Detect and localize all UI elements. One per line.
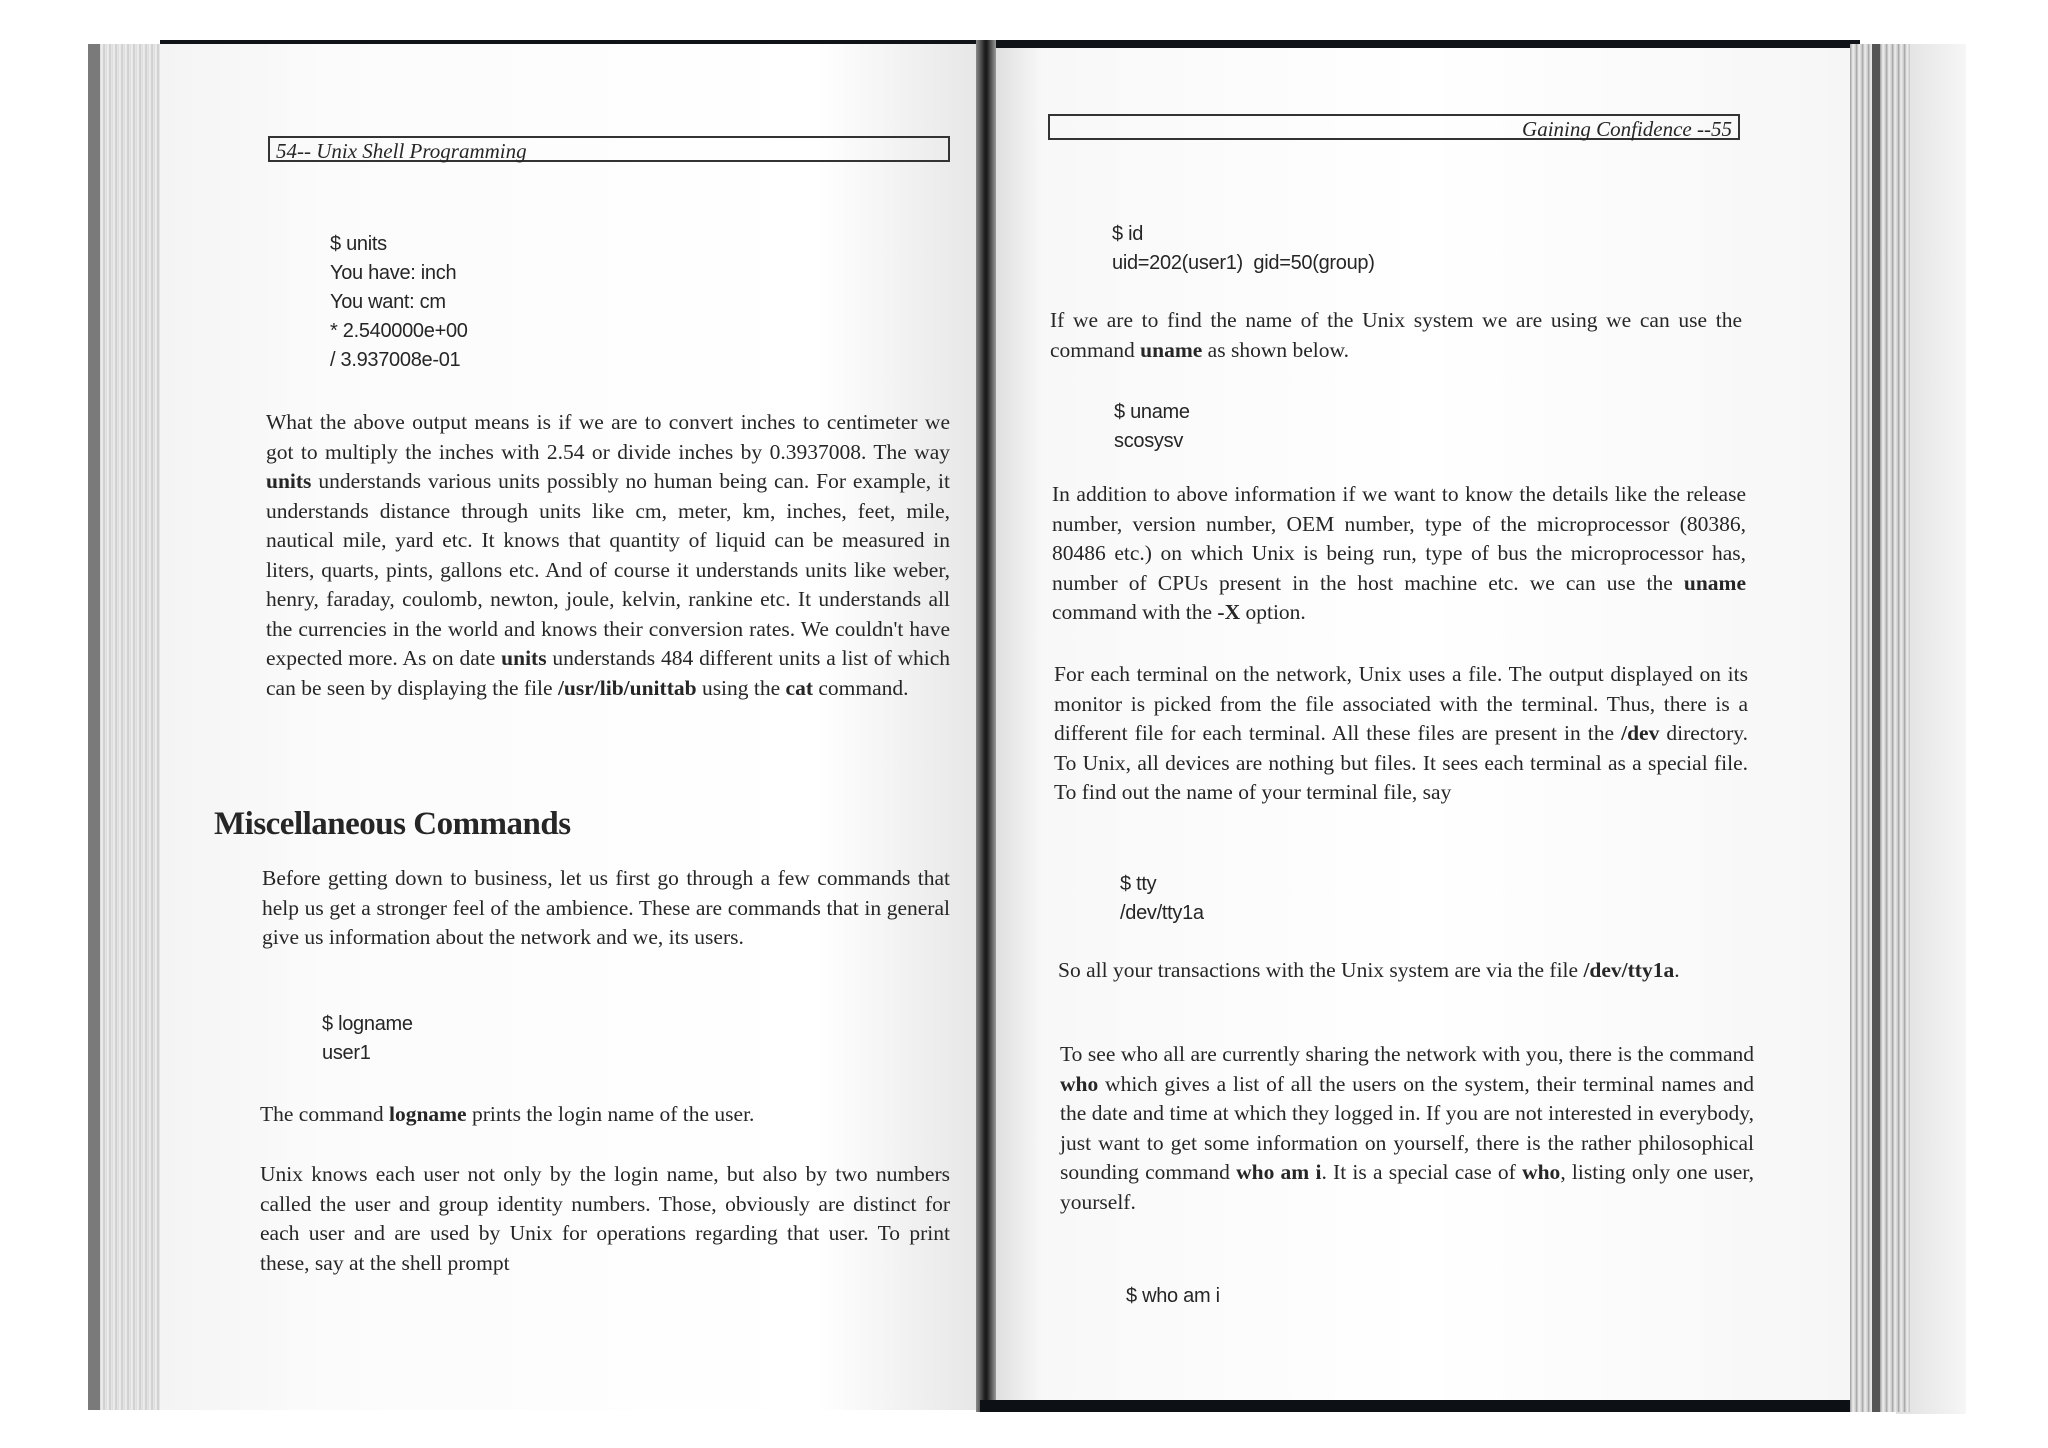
text-run: understands 484 different units a list of which can be seen by displaying the file <box>266 646 950 700</box>
left-cover-edge <box>88 44 100 1410</box>
right-running-header <box>1048 114 1740 140</box>
tty-code-example <box>1120 870 1204 928</box>
paragraph-units <box>266 408 950 703</box>
section-heading: Miscellaneous Commands <box>214 806 571 842</box>
text-run: What the above output means is if we are to convert inches to centimeter we got to multiply the inches with 2.54 or divide inches by 0.3937008. The way <box>266 410 950 464</box>
bold-run: units <box>501 646 547 670</box>
code-line: $ who am i <box>1126 1285 1220 1307</box>
text-run: prints the login name of the user. <box>466 1102 755 1126</box>
left-page-edges <box>88 44 168 1410</box>
code-line: scosysv <box>1114 430 1184 452</box>
logname-code-example <box>322 1010 413 1068</box>
code-line: $ units <box>330 233 387 255</box>
bold-run: who <box>1060 1071 1099 1096</box>
bold-run: units <box>266 469 312 493</box>
bottom-shadow <box>980 1400 1880 1412</box>
paragraph-uname <box>1050 306 1742 365</box>
bold-run: /dev/tty1a <box>1583 958 1675 982</box>
id-code-example <box>1112 220 1375 278</box>
text-run: understands various units possibly no human being can. For example, it understands distance through units like cm, meter, km, inches, feet, mile, nautical mile, yard etc. It knows that quantity of liquid can be measured in liters, quarts, pints, gallons etc. And of course it understands units like weber, henry, faraday, coulomb, newton, joule, kelvin, rankine etc. It understands all the currencies in the world and knows their conversion rates. We couldn't have expected more. As on date <box>266 469 950 670</box>
bold-run: cat <box>785 675 813 700</box>
paragraph-tty <box>1058 956 1750 986</box>
bold-run: /dev <box>1621 721 1660 745</box>
units-code-example <box>330 230 468 375</box>
bold-run: who <box>1522 1160 1561 1184</box>
whoami-code-example <box>1126 1282 1220 1311</box>
uname-code-example <box>1114 398 1190 456</box>
text-run: which gives a list of all the users on the system, their terminal names and the date and time at which they logged in. If you are not interested in everybody, just want to get some information on yourself, there is the rather philosophical sounding command <box>1060 1071 1754 1184</box>
text-run: So all your transactions with the Unix system are via the file <box>1058 958 1584 982</box>
code-line: You have: inch <box>330 262 457 284</box>
text-run: command. <box>813 675 909 700</box>
code-line: / 3.937008e-01 <box>330 349 461 371</box>
text-run: To see who all are currently sharing the network with you, there is the command <box>1060 1042 1754 1066</box>
text-run: In addition to above information if we want to know the details like the release number, version number, OEM number, type of the microprocessor (80386, 80486 etc.) on which Unix is being run, type of bus the microprocessor has, number of CPUs present in the host machine etc. we can use the <box>1052 482 1746 595</box>
paragraph-who <box>1060 1040 1754 1217</box>
bold-run: uname <box>1140 337 1203 362</box>
code-line: $ id <box>1112 223 1144 245</box>
text-run: The command <box>260 1102 389 1126</box>
code-line: $ uname <box>1114 401 1190 423</box>
code-line: user1 <box>322 1042 371 1064</box>
code-line: /dev/tty1a <box>1120 902 1204 924</box>
text-run: If we are to find the name of the Unix system we are using we can use the command <box>1050 308 1742 362</box>
paragraph-ids: Unix knows each user not only by the login name, but also by two numbers called the user and group identity numbers. Those, obviously are distinct for each user and are used by Unix for operations regarding that user. To print these, say at the shell prompt <box>260 1162 950 1275</box>
bold-run: /usr/lib/unittab <box>557 675 697 700</box>
bold-run: logname <box>388 1102 467 1126</box>
paragraph-uname-x <box>1052 480 1746 628</box>
code-line: $ logname <box>322 1013 413 1035</box>
bold-run: uname <box>1683 570 1746 595</box>
left-header-text: 54-- Unix Shell Programming <box>276 139 527 163</box>
text-run: , listing only one user, yourself. <box>1060 1160 1754 1214</box>
code-line: uid=202(user1) gid=50(group) <box>1112 252 1375 274</box>
text-run: . It is a special case of <box>1321 1160 1523 1184</box>
code-line: $ tty <box>1120 873 1157 895</box>
code-line: You want: cm <box>330 291 446 313</box>
text-run: . <box>1674 958 1680 982</box>
paragraph-logname <box>260 1100 950 1130</box>
code-line: * 2.540000e+00 <box>330 320 468 342</box>
right-cover-edge <box>1872 44 1880 1412</box>
paragraph-terminal <box>1054 660 1748 808</box>
text-run: directory. To Unix, all devices are nothing but files. It sees each terminal as a special file. To find out the name of your terminal file, say <box>1054 721 1748 804</box>
bold-run: -X <box>1217 600 1241 624</box>
text-run: as shown below. <box>1202 337 1349 362</box>
book-gutter <box>976 40 996 1412</box>
right-header-text: Gaining Confidence --55 <box>1522 117 1732 141</box>
text-run: For each terminal on the network, Unix uses a file. The output displayed on its monitor is picked from the file associated with the terminal. Thus, there is a different file for each terminal. All these files are present in the <box>1054 662 1748 745</box>
text-run: using the <box>696 675 786 700</box>
bold-run: who am i <box>1236 1160 1322 1184</box>
right-page-edges <box>1850 44 1910 1412</box>
text-run: option. <box>1240 600 1306 624</box>
paragraph-misc: Before getting down to business, let us first go through a few commands that help us get a stronger feel of the ambience. These are commands that in general give us information about the network and we, its users. <box>262 866 950 949</box>
left-running-header <box>268 136 950 162</box>
text-run: command with the <box>1052 600 1218 624</box>
